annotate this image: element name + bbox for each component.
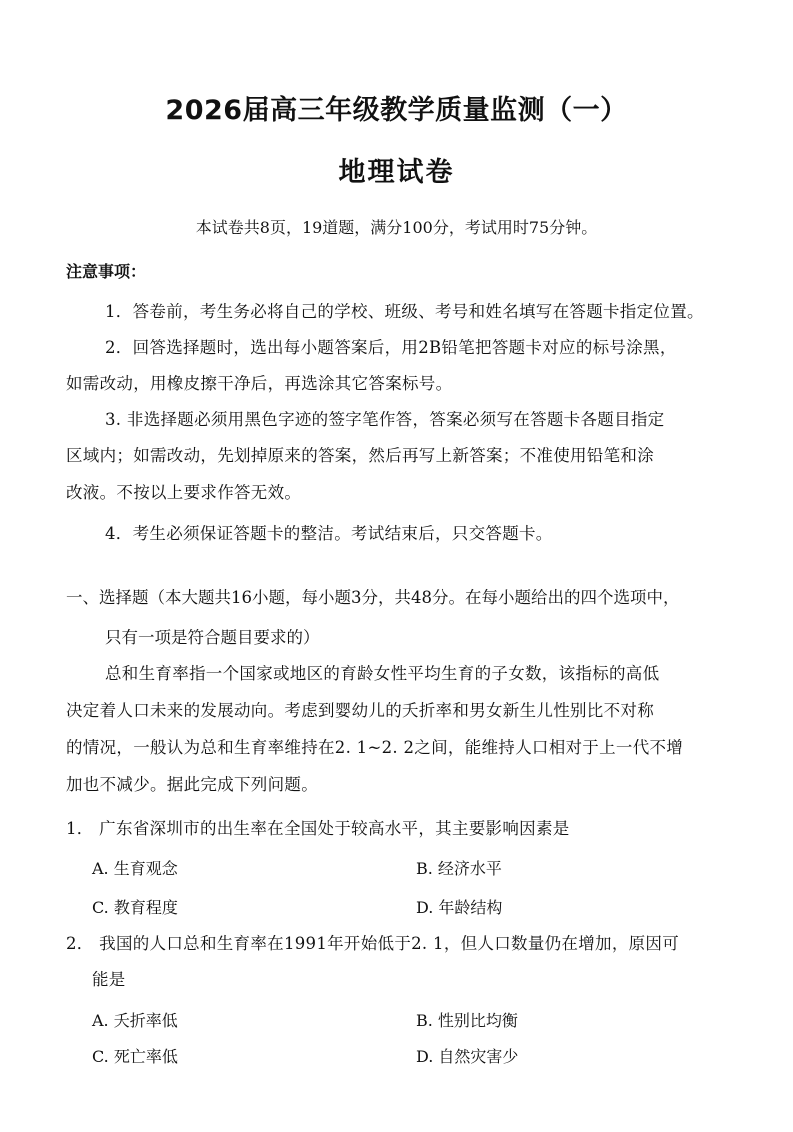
notice-line: 3. 非选择题必须用黑色字迹的签字笔作答，答案必须写在答题卡各题目指定 — [105, 410, 665, 429]
passage-line: 加也不减少。据此完成下列问题。 — [66, 775, 318, 794]
option-b: B. 经济水平 — [416, 859, 502, 878]
section-heading: 一、选择题（本大题共16小题，每小题3分，共48分。在每小题给出的四个选项中， — [66, 588, 680, 607]
option-c: C. 教育程度 — [92, 898, 178, 917]
passage-line: 的情况，一般认为总和生育率维持在2. 1~2. 2之间，能维持人口相对于上一代不增 — [66, 738, 684, 757]
question-stem-cont: 能是 — [92, 970, 126, 989]
exam-summary: 本试卷共8页，19道题，满分100分，考试用时75分钟。 — [195, 218, 598, 237]
question-stem: 2． 我国的人口总和生育率在1991年开始低于2. 1，但人口数量仍在增加，原因可 — [66, 934, 680, 953]
passage-line: 总和生育率指一个国家或地区的育龄女性平均生育的子女数，该指标的高低 — [105, 664, 660, 683]
notice-line: 4．考生必须保证答题卡的整洁。考试结束后，只交答题卡。 — [105, 524, 553, 543]
option-d: D. 年龄结构 — [416, 898, 503, 917]
subject-title: 地理试卷 — [338, 157, 455, 188]
notice-line: 区域内；如需改动，先划掉原来的答案，然后再写上新答案；不准使用铅笔和涂 — [66, 446, 654, 465]
passage-line: 决定着人口未来的发展动向。考虑到婴幼儿的夭折率和男女新生儿性别比不对称 — [66, 701, 654, 720]
notice-line: 1．答卷前，考生务必将自己的学校、班级、考号和姓名填写在答题卡指定位置。 — [105, 302, 704, 321]
option-b: B. 性别比均衡 — [416, 1011, 518, 1030]
notice-line: 2．回答选择题时，选出每小题答案后，用2B铅笔把答题卡对应的标号涂黑， — [105, 338, 677, 357]
option-a: A. 夭折率低 — [92, 1011, 178, 1030]
section-heading-cont: 只有一项是符合题目要求的） — [105, 628, 320, 647]
exam-title: 2026届高三年级教学质量监测（一） — [165, 95, 628, 126]
notice-heading: 注意事项： — [66, 262, 147, 281]
notice-line: 如需改动，用橡皮擦干净后，再选涂其它答案标号。 — [66, 374, 453, 393]
option-a: A. 生育观念 — [92, 859, 178, 878]
question-stem: 1． 广东省深圳市的出生率在全国处于较高水平，其主要影响因素是 — [66, 819, 570, 838]
option-d: D. 自然灾害少 — [416, 1047, 519, 1066]
notice-line: 改液。不按以上要求作答无效。 — [66, 483, 302, 502]
option-c: C. 死亡率低 — [92, 1047, 178, 1066]
